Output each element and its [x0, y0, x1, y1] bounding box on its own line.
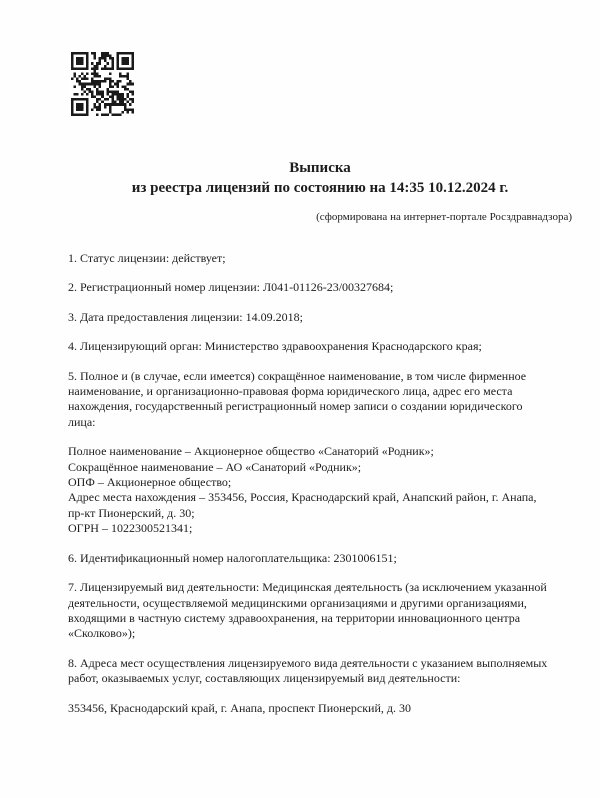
paragraph-inn: 6. Идентификационный номер налогоплательщика: 2301006151;	[68, 550, 397, 565]
org-detail-legal-form: ОПФ – Акционерное общество;	[68, 475, 232, 490]
document-title-line1: Выписка	[289, 160, 351, 176]
org-detail-full-name: Полное наименование – Акционерное общество «Санаторий «Родник»;	[68, 444, 434, 459]
org-detail-address: Адрес места нахождения – 353456, Россия, Краснодарский край, Анапский район, г. Анапа, пр-кт Пионерский, д. 30;	[68, 490, 537, 520]
formation-note: (сформирована на интернет-портале Росздравнадзора)	[316, 211, 572, 223]
document-body	[68, 251, 548, 716]
org-detail-ogrn: ОГРН – 1022300521341;	[68, 521, 193, 536]
paragraph-licensing-authority: 4. Лицензирующий орган: Министерство здравоохранения Краснодарского края;	[68, 339, 482, 354]
org-detail-short-name: Сокращённое наименование – АО «Санаторий «Родник»;	[68, 459, 362, 474]
document-header	[68, 158, 572, 198]
paragraph-grant-date: 3. Дата предоставления лицензии: 14.09.2018;	[68, 309, 303, 324]
paragraph-licensed-activity: 7. Лицензируемый вид деятельности: Медицинская деятельность (за исключением указанной деятельности, осуществляемой медицинскими организациями и другими организациями, входящими в частную систему здравоохранения, на территории инновационного центра «Сколково»);	[68, 580, 547, 641]
paragraph-activity-addresses-heading: 8. Адреса мест осуществления лицензируемого вида деятельности с указанием выполняемых работ, оказываемых услуг, составляющих лицензируемый вид деятельности:	[68, 655, 548, 686]
paragraph-registration-number: 2. Регистрационный номер лицензии: Л041-01126-23/00327684;	[68, 280, 394, 295]
document-title-line2: из реестра лицензий по состоянию на 14:35 10.12.2024 г.	[131, 180, 509, 196]
paragraph-activity-address: 353456, Краснодарский край, г. Анапа, проспект Пионерский, д. 30	[68, 700, 411, 715]
paragraph-org-info-heading: 5. Полное и (в случае, если имеется) сокращённое наименование, в том числе фирменное наименование, и организационно-правовая форма юридического лица, адрес его места нахождения, государственный регистрационный номер записи о создании юридического лица:	[68, 368, 527, 429]
org-details-block	[68, 444, 548, 536]
paragraph-license-status: 1. Статус лицензии: действует;	[68, 251, 226, 265]
qr-code	[71, 52, 134, 116]
